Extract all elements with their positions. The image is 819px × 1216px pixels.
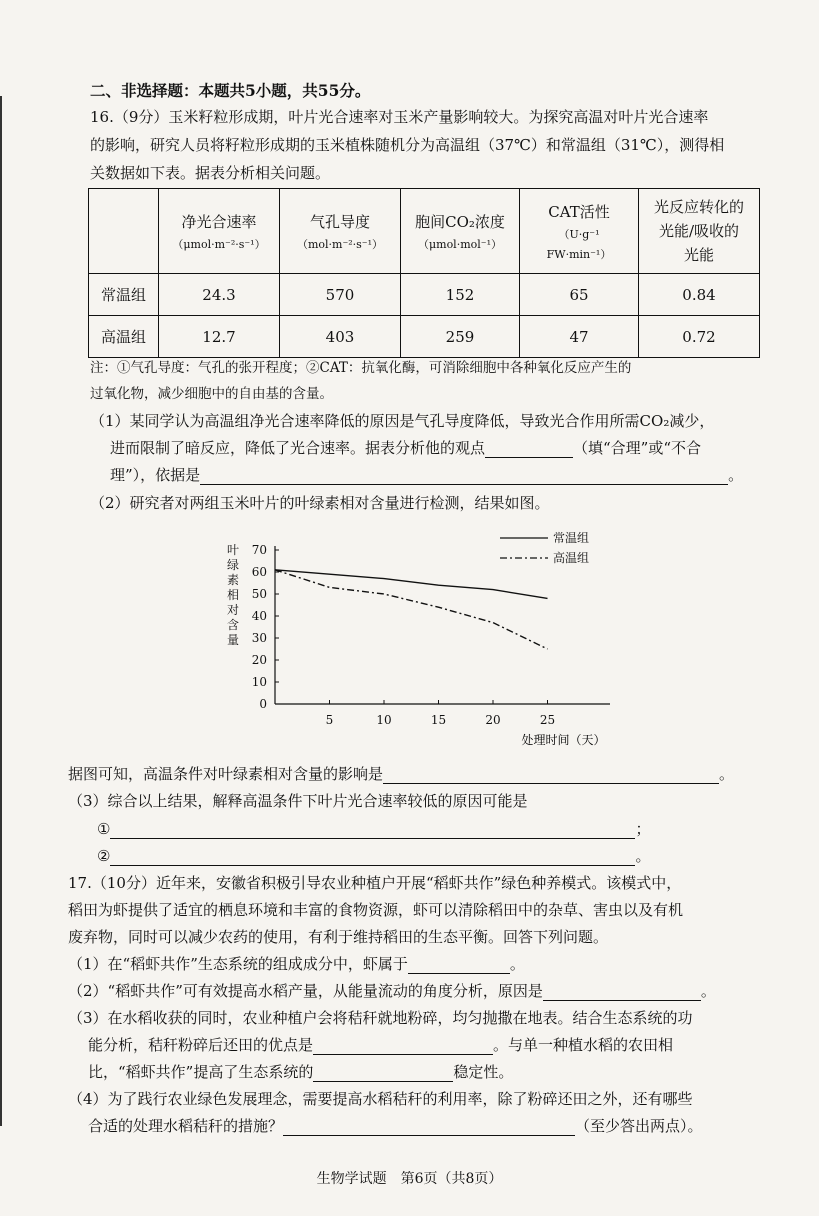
q16-sub3-item2 xyxy=(97,845,650,866)
q16-sub2-line1: （2）研究者对两组玉米叶片的叶绿素相对含量进行检测，结果如图。 xyxy=(90,494,550,512)
q17-line3: 废弃物，同时可以减少农药的使用，有利于维持稻田的生态平衡。回答下列问题。 xyxy=(68,928,609,946)
header-unit: FW·min⁻¹） xyxy=(546,247,612,261)
header-unit: （μmol·m⁻²·s⁻¹） xyxy=(172,237,266,251)
y-axis-label-char: 对 xyxy=(226,603,240,617)
q17-sub3-line2 xyxy=(68,1034,673,1055)
y-tick-label: 30 xyxy=(251,631,267,645)
y-tick-label: 0 xyxy=(259,697,267,711)
after-chart-text: 。 xyxy=(719,765,735,783)
q16-sub3-item1 xyxy=(97,818,650,839)
header-unit: （U·g⁻¹ xyxy=(558,227,600,241)
q16-sub3-line1: （3）综合以上结果，解释高温条件下叶片光合速率较低的原因可能是 xyxy=(68,792,528,810)
table-header-light-ratio xyxy=(639,189,760,274)
page-edge-line xyxy=(0,96,2,1126)
x-tick-label: 5 xyxy=(325,713,334,727)
y-tick-label: 70 xyxy=(251,543,267,557)
y-axis-label-char: 素 xyxy=(226,573,240,587)
answer-blank[interactable] xyxy=(200,468,728,485)
item-end: ； xyxy=(635,820,651,838)
x-tick-label: 10 xyxy=(376,713,392,727)
answer-blank[interactable] xyxy=(408,957,510,974)
q17-sub4-line2 xyxy=(68,1115,703,1136)
header-unit: （μmol·mol⁻¹） xyxy=(417,237,502,251)
header-line: 光反应转化的 xyxy=(653,198,744,216)
table-corner-cell xyxy=(89,189,159,274)
answer-blank[interactable] xyxy=(283,1119,575,1136)
sub-text: 。 xyxy=(509,955,525,973)
table-header-stomatal xyxy=(280,189,401,274)
after-chart-line xyxy=(68,763,734,784)
cell-value: 24.3 xyxy=(159,274,280,316)
y-axis-label xyxy=(227,543,239,647)
y-axis-label-char: 叶 xyxy=(226,543,240,557)
table-row xyxy=(89,316,760,358)
cell-value: 0.72 xyxy=(639,316,760,358)
series-line-normal xyxy=(275,570,548,599)
answer-blank[interactable] xyxy=(110,849,635,866)
item-number: ① xyxy=(97,820,111,838)
y-tick-label: 60 xyxy=(251,565,267,579)
q17-line2: 稻田为虾提供了适宜的栖息环境和丰富的食物资源，虾可以清除稻田中的杂草、害虫以及有机 xyxy=(68,901,684,919)
sub-text: 。与单一种植水稻的农田相 xyxy=(493,1036,674,1054)
table-note-line1: 注：①气孔导度：气孔的张开程度；②CAT：抗氧化酶，可消除细胞中各种氧化反应产生的 xyxy=(90,360,632,376)
sub1-text: 。 xyxy=(728,466,744,484)
header-title: 净光合速率 xyxy=(181,212,257,231)
answer-blank[interactable] xyxy=(313,1065,453,1082)
item-end: 。 xyxy=(635,847,651,865)
after-chart-text: 据图可知，高温条件对叶绿素相对含量的影响是 xyxy=(68,765,384,783)
q16-line3: 关数据如下表。据表分析相关问题。 xyxy=(90,164,331,182)
q16-sub1-line3 xyxy=(90,464,743,485)
cell-value: 12.7 xyxy=(159,316,280,358)
y-axis-label-char: 相 xyxy=(226,588,240,602)
q17-sub1 xyxy=(68,953,525,974)
y-tick-label: 10 xyxy=(251,675,267,689)
q17-sub4-line1: （4）为了践行农业绿色发展理念，需要提高水稻秸秆的利用率，除了粉碎还田之外，还有哪些 xyxy=(68,1090,693,1108)
y-axis xyxy=(252,543,279,711)
q17-sub3-line3 xyxy=(68,1061,513,1082)
table-note-line2: 过氧化物，减少细胞中的自由基的含量。 xyxy=(90,386,333,402)
data-table xyxy=(88,188,760,358)
table-header-co2 xyxy=(401,189,520,274)
series-lines xyxy=(275,570,548,649)
row-group: 常温组 xyxy=(89,274,159,316)
header-title: CAT活性 xyxy=(548,202,610,221)
sub-text: 稳定性。 xyxy=(453,1063,514,1081)
table-header-cat xyxy=(520,189,639,274)
x-axis xyxy=(275,700,610,727)
cell-value: 65 xyxy=(520,274,639,316)
section-title: 二、非选择题：本题共5小题，共55分。 xyxy=(90,81,371,100)
q17-line1: 17.（10分）近年来，安徽省积极引导农业种植户开展“稻虾共作”绿色种养模式。该模式中， xyxy=(68,874,682,892)
y-tick-label: 40 xyxy=(251,609,267,623)
item-number: ② xyxy=(97,847,111,865)
sub-text: （2）“稻虾共作”可有效提高水稻产量，从能量流动的角度分析，原因是 xyxy=(68,982,543,1000)
sub-text: 能分析，秸秆粉碎后还田的优点是 xyxy=(88,1036,314,1054)
answer-blank[interactable] xyxy=(110,822,635,839)
sub-text: 。 xyxy=(700,982,716,1000)
header-unit: （mol·m⁻²·s⁻¹） xyxy=(296,237,384,251)
header-line: 光能 xyxy=(683,246,714,264)
sub1-text: 进而限制了暗反应，降低了光合速率。据表分析他的观点 xyxy=(110,439,486,457)
cell-value: 152 xyxy=(401,274,520,316)
q16-sub1-line2 xyxy=(90,437,701,458)
q16-line1: 16.（9分）玉米籽粒形成期，叶片光合速率对玉米产量影响较大。为探究高温对叶片光合速率 xyxy=(90,108,709,126)
sub-text: 比，“稻虾共作”提高了生态系统的 xyxy=(88,1063,314,1081)
page-footer: 生物学试题 第6页（共8页） xyxy=(316,1171,503,1187)
y-tick-label: 20 xyxy=(251,653,267,667)
sub1-text: （填“合理”或“不合 xyxy=(573,439,702,457)
answer-blank[interactable] xyxy=(313,1038,493,1055)
cell-value: 403 xyxy=(280,316,401,358)
cell-value: 570 xyxy=(280,274,401,316)
x-tick-label: 15 xyxy=(430,713,447,727)
chlorophyll-line-chart xyxy=(200,520,620,750)
y-axis-label-char: 含 xyxy=(226,618,240,632)
header-line: 光能/吸收的 xyxy=(658,222,740,240)
sub-text: 合适的处理水稻秸秆的措施？ xyxy=(88,1117,284,1135)
y-axis-label-char: 量 xyxy=(226,633,240,647)
sub1-text: 理”），依据是 xyxy=(110,466,201,484)
answer-blank[interactable] xyxy=(383,767,719,784)
legend-label: 高温组 xyxy=(553,551,590,565)
q17-sub2 xyxy=(68,980,716,1001)
x-tick-label: 20 xyxy=(485,713,501,727)
y-axis-label-char: 绿 xyxy=(226,558,240,572)
sub-text: （至少答出两点）。 xyxy=(575,1117,703,1135)
header-title: 气孔导度 xyxy=(309,212,370,231)
answer-blank[interactable] xyxy=(543,984,701,1001)
table-header-photosynthesis xyxy=(159,189,280,274)
y-tick-label: 50 xyxy=(251,587,267,601)
q16-line2: 的影响，研究人员将籽粒形成期的玉米植株随机分为高温组（37℃）和常温组（31℃），测得相 xyxy=(90,136,725,154)
row-group: 高温组 xyxy=(89,316,159,358)
table-row xyxy=(89,274,760,316)
cell-value: 0.84 xyxy=(639,274,760,316)
answer-blank[interactable] xyxy=(485,441,573,458)
sub-text: （1）在“稻虾共作”生态系统的组成成分中，虾属于 xyxy=(68,955,408,973)
header-title: 胞间CO₂浓度 xyxy=(415,212,505,231)
cell-value: 47 xyxy=(520,316,639,358)
legend-label: 常温组 xyxy=(553,531,590,545)
cell-value: 259 xyxy=(401,316,520,358)
x-tick-label: 25 xyxy=(539,713,556,727)
q16-sub1-line1: （1）某同学认为高温组净光合速率降低的原因是气孔导度降低，导致光合作用所需CO₂减少， xyxy=(90,412,715,430)
q17-sub3-line1: （3）在水稻收获的同时，农业种植户会将秸秆就地粉碎，均匀抛撒在地表。结合生态系统的功 xyxy=(68,1009,693,1027)
x-axis-label: 处理时间（天） xyxy=(521,733,606,747)
chart-legend xyxy=(500,530,589,565)
